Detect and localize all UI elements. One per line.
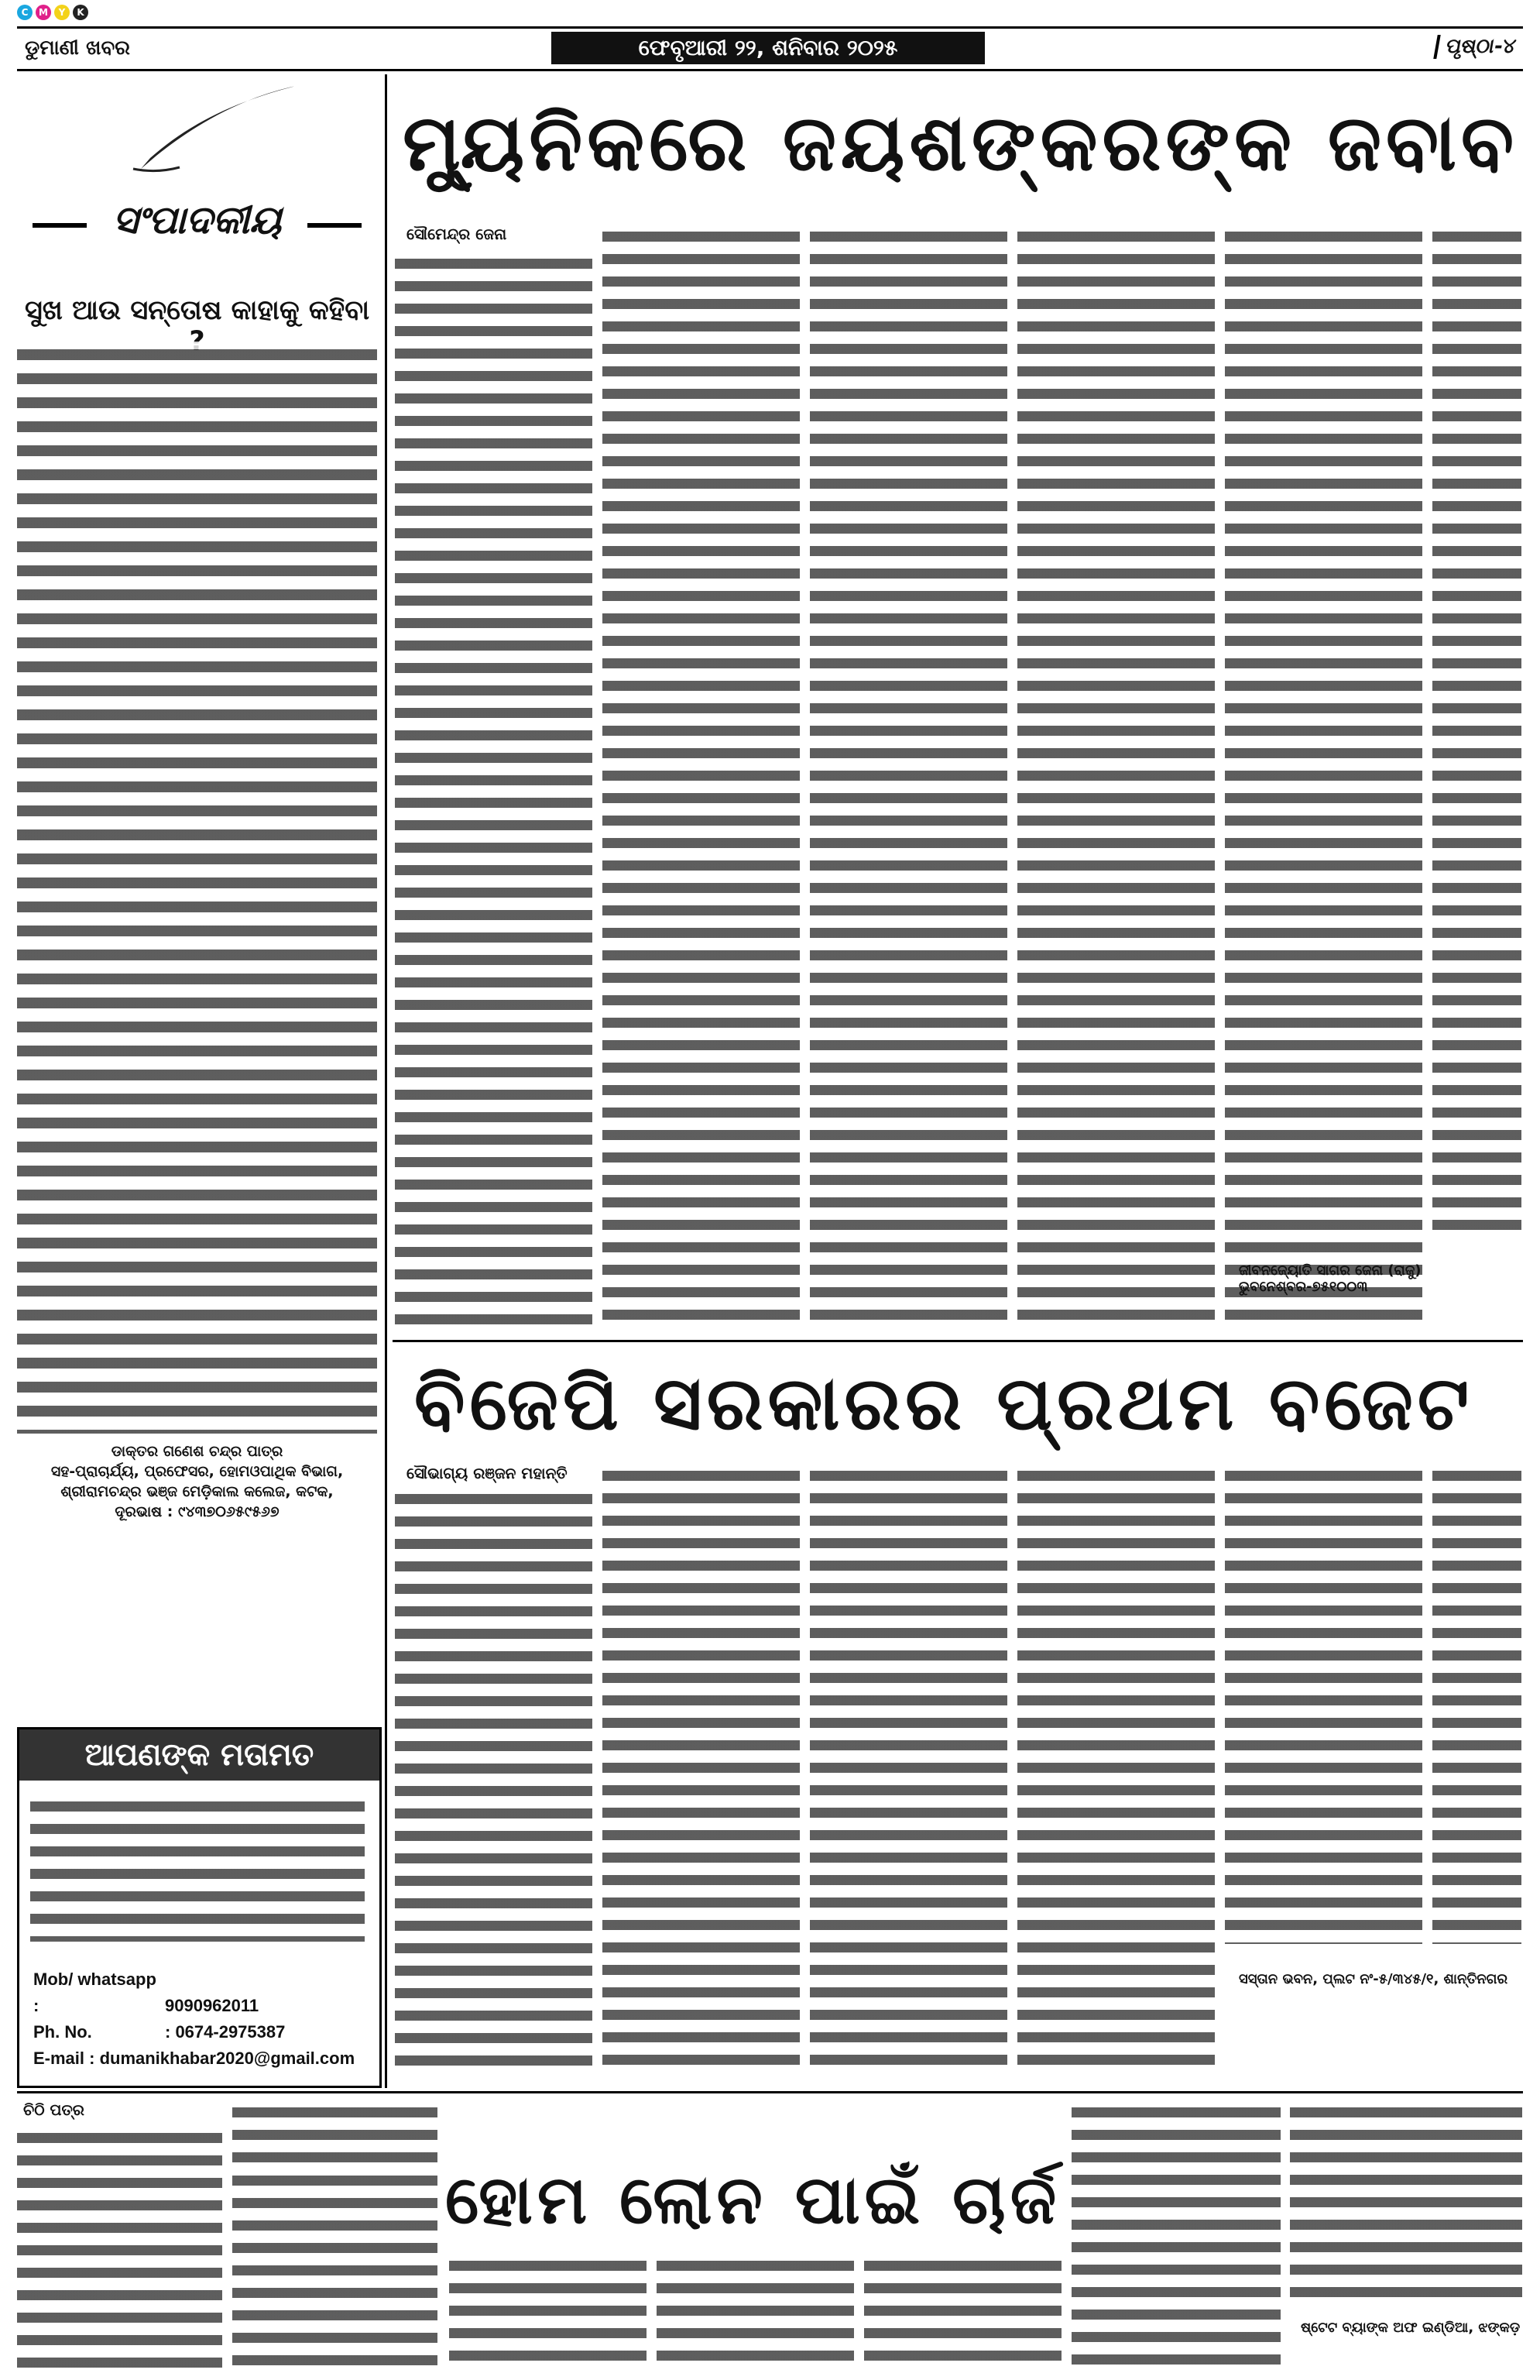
black-mark: K bbox=[73, 5, 88, 20]
article2-column-2 bbox=[602, 1464, 800, 2068]
editorial-section-title bbox=[17, 191, 377, 260]
letters-column-2-top bbox=[232, 2100, 437, 2162]
letters-column-1 bbox=[17, 2126, 222, 2370]
article1-column-6 bbox=[1432, 225, 1521, 1231]
article2-column-5 bbox=[1225, 1464, 1422, 1944]
article2-credit: ସସ୍ତାନ ଭବନ, ପ୍ଲଟ ନଂ-୫/୩୪୫/୧, ଶାନ୍ତିନଗର bbox=[1239, 1971, 1508, 1987]
article2-column-4 bbox=[1017, 1464, 1215, 2068]
article1-headline: ମ୍ୟୁନିକରେ ଜୟଶଙ୍କରଙ୍କ ଜବାବ bbox=[403, 97, 1519, 188]
article2-headline: ବିଜେପି ସରକାରର ପ୍ରଥମ ବଜେଟ bbox=[414, 1359, 1474, 1447]
article3-credit: ଷ୍ଟେଟ ବ୍ୟାଙ୍କ ଅଫ ଇଣ୍ଡିଆ, ଝଙ୍କଡ଼ bbox=[1301, 2320, 1521, 2336]
opinion-body-text bbox=[30, 1794, 365, 1942]
author-institution: ଶ୍ରୀରାମଚନ୍ଦ୍ର ଭଞ୍ଜ ମେଡ଼ିକାଲ କଲେଜ, କଟକ, bbox=[60, 1483, 334, 1500]
article2-column-6 bbox=[1432, 1464, 1521, 1944]
issue-date: ଫେବୃଆରୀ ୨୨, ଶନିବାର ୨୦୨୫ bbox=[551, 32, 985, 64]
mobile-number: 9090962011 bbox=[165, 1996, 259, 2015]
section-title-text: ସଂପାଦକୀୟ bbox=[112, 197, 282, 242]
article1-column-3 bbox=[810, 225, 1007, 1324]
opinion-contact bbox=[33, 1966, 355, 2072]
article-separator-2 bbox=[17, 2091, 1523, 2093]
article3-column-2 bbox=[657, 2254, 854, 2370]
article1-credit: ଜୀବନଜ୍ୟୋତି ସାଗର ଜେନା (ରାଜୁ) ଭୁବନେଶ୍ବର-୭୫୧୦୦୩ bbox=[1239, 1262, 1422, 1295]
cyan-mark: C bbox=[17, 5, 33, 20]
editorial-body-text bbox=[17, 342, 377, 1434]
email-address: E-mail : dumanikhabar2020@gmail.com bbox=[33, 2049, 355, 2068]
article2-column-3 bbox=[810, 1464, 1007, 2068]
phone-number: : 0674-2975387 bbox=[165, 2022, 286, 2042]
article-separator-1 bbox=[393, 1340, 1523, 1342]
magenta-mark: M bbox=[36, 5, 51, 20]
opinion-box bbox=[17, 1727, 382, 2088]
article3-headline: ହୋମ ଲୋନ ପାଇଁ ଚାର୍ଜ bbox=[445, 2161, 1062, 2239]
letters-heading: ଚିଠି ପତ୍ର bbox=[23, 2100, 84, 2119]
title-rule-left bbox=[33, 223, 87, 228]
paper-name: ଡୁମାଣୀ ଖବର bbox=[25, 36, 130, 60]
article1-column-4 bbox=[1017, 225, 1215, 1324]
yellow-mark: Y bbox=[54, 5, 70, 20]
letters-column-2 bbox=[232, 2169, 437, 2370]
editorial-author bbox=[17, 1441, 377, 1522]
article3-column-1 bbox=[449, 2254, 647, 2370]
title-rule-right bbox=[307, 223, 362, 228]
article3-column-4 bbox=[1072, 2100, 1281, 2370]
article1-column-1 bbox=[395, 252, 592, 1324]
color-registration-marks bbox=[17, 5, 88, 20]
author-name: ଡାକ୍ତର ଗଣେଶ ଚନ୍ଦ୍ର ପାତ୍ର bbox=[111, 1443, 283, 1460]
article2-byline: ସୌଭାଗ୍ୟ ରଞ୍ଜନ ମହାନ୍ତି bbox=[406, 1464, 568, 1482]
mobile-label: Mob/ whatsapp : bbox=[33, 1970, 156, 2015]
page-number: ପୃଷ୍ଠା-୪ bbox=[1433, 35, 1518, 59]
article3-column-5 bbox=[1290, 2100, 1522, 2310]
article3-column-3 bbox=[864, 2254, 1062, 2370]
column-divider bbox=[385, 74, 387, 2088]
phone-label: Ph. No. bbox=[33, 2022, 92, 2042]
author-title: ସହ-ପ୍ରାଚାର୍ଯ୍ୟ, ପ୍ରଫେସର, ହୋମଓପାଥିକ ବିଭାଗ, bbox=[50, 1463, 344, 1480]
article1-column-2 bbox=[602, 225, 800, 1324]
editorial-headline: ସୁଖ ଆଉ ସନ୍ତୋଷ କାହାକୁ କହିବା bbox=[24, 295, 370, 326]
article1-byline: ସୌମେନ୍ଦ୍ର ଜେନା bbox=[406, 225, 507, 243]
quill-pen-icon bbox=[110, 82, 304, 175]
article1-column-5 bbox=[1225, 225, 1422, 1324]
masthead-bar bbox=[17, 26, 1523, 71]
opinion-title: ଆପଣଙ୍କ ମତାମତ bbox=[19, 1729, 379, 1781]
article2-column-1 bbox=[395, 1487, 592, 2068]
author-phone: ଦୂରଭାଷ : ୯୪୩୭୦୬୫୯୫୬୭ bbox=[115, 1503, 280, 1520]
